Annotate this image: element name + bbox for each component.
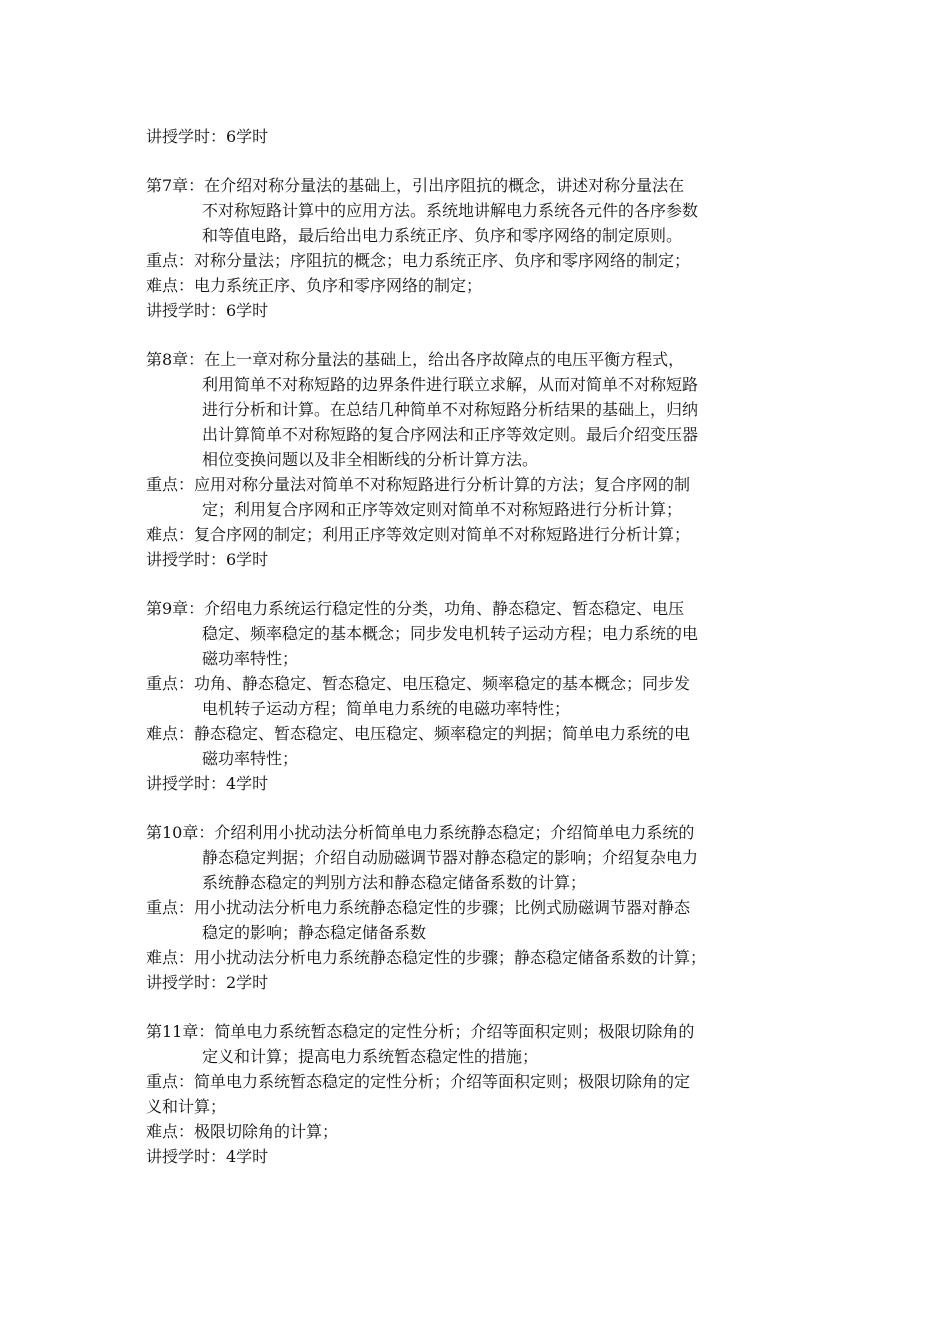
chapter-8-section [146, 347, 811, 572]
chapter-8-intro-line-4: 出计算简单不对称短路的复合序网法和正序等效定则。最后介绍变压器 [202, 425, 699, 444]
chapter-11-section [146, 1019, 811, 1169]
chapter-9-hours: 讲授学时：4学时 [146, 774, 269, 793]
chapter-11-difficulties: 难点：极限切除角的计算； [146, 1122, 339, 1141]
chapter-9-intro-line-1: 第9章：介绍电力系统运行稳定性的分类，功角、静态稳定、暂态稳定、电压 [146, 599, 685, 618]
chapter-7-intro-line-2: 不对称短路计算中的应用方法。系统地讲解电力系统各元件的各序参数 [202, 201, 699, 220]
chapter-8-intro-line-2: 利用简单不对称短路的边界条件进行联立求解，从而对简单不对称短路 [202, 375, 699, 394]
chapter-7-hours: 讲授学时：6学时 [146, 301, 269, 320]
chapter-7-section [146, 173, 811, 323]
lecture-hours-top: 讲授学时：6学时 [146, 127, 269, 146]
chapter-11-key-line-2: 义和计算； [146, 1097, 227, 1116]
chapter-8-hours: 讲授学时：6学时 [146, 550, 269, 569]
chapter-11-intro-line-1: 第11章：简单电力系统暂态稳定的定性分析；介绍等面积定则；极限切除角的 [146, 1022, 695, 1041]
chapter-11-key-line-1: 重点：简单电力系统暂态稳定的定性分析；介绍等面积定则；极限切除角的定 [146, 1072, 691, 1091]
chapter-10-key-line-1: 重点：用小扰动法分析电力系统静态稳定性的步骤；比例式励磁调节器对静态 [146, 898, 691, 917]
chapter-7-difficulties: 难点：电力系统正序、负序和零序网络的制定； [146, 276, 483, 295]
chapter-8-difficulties: 难点：复合序网的制定；利用正序等效定则对简单不对称短路进行分析计算； [146, 525, 691, 544]
chapter-9-key-line-2: 电机转子运动方程；简单电力系统的电磁功率特性； [202, 699, 571, 718]
section-gap [146, 572, 811, 596]
chapter-8-key-line-2: 定；利用复合序网和正序等效定则对简单不对称短路进行分析计算； [202, 500, 683, 519]
chapter-7-intro-line-1: 第7章：在介绍对称分量法的基础上，引出序阻抗的概念，讲述对称分量法在 [146, 176, 685, 195]
chapter-9-difficulty-line-2: 磁功率特性； [202, 749, 299, 768]
chapter-11-hours: 讲授学时：4学时 [146, 1147, 269, 1166]
section-gap [146, 796, 811, 820]
chapter-9-intro-line-2: 稳定、频率稳定的基本概念；同步发电机转子运动方程；电力系统的电 [202, 624, 699, 643]
chapter-8-intro-line-3: 进行分析和计算。在总结几种简单不对称短路分析结果的基础上，归纳 [202, 400, 699, 419]
chapter-8-intro-line-1: 第8章：在上一章对称分量法的基础上，给出各序故障点的电压平衡方程式， [146, 350, 685, 369]
chapter-7-key-points: 重点：对称分量法；序阻抗的概念；电力系统正序、负序和零序网络的制定； [146, 251, 691, 270]
chapter-9-intro-line-3: 磁功率特性； [202, 649, 299, 668]
document-body [146, 124, 811, 1169]
section-gap [146, 149, 811, 173]
chapter-9-key-line-1: 重点：功角、静态稳定、暂态稳定、电压稳定、频率稳定的基本概念；同步发 [146, 674, 691, 693]
chapter-7-intro-line-3: 和等值电路，最后给出电力系统正序、负序和零序网络的制定原则。 [202, 226, 683, 245]
chapter-8-intro-line-5: 相位变换问题以及非全相断线的分析计算方法。 [202, 450, 539, 469]
chapter-9-difficulty-line-1: 难点：静态稳定、暂态稳定、电压稳定、频率稳定的判据；简单电力系统的电 [146, 724, 691, 743]
chapter-10-intro-line-2: 静态稳定判据；介绍自动励磁调节器对静态稳定的影响；介绍复杂电力 [202, 848, 699, 867]
chapter-8-key-line-1: 重点：应用对称分量法对简单不对称短路进行分析计算的方法；复合序网的制 [146, 475, 691, 494]
chapter-10-key-line-2: 稳定的影响；静态稳定储备系数 [202, 923, 427, 942]
chapter-10-difficulties: 难点：用小扰动法分析电力系统静态稳定性的步骤；静态稳定储备系数的计算； [146, 948, 707, 967]
chapter-10-intro-line-3: 系统静态稳定的判别方法和静态稳定储备系数的计算； [202, 873, 587, 892]
chapter-9-section [146, 596, 811, 796]
chapter-10-section [146, 820, 811, 995]
chapter-10-hours: 讲授学时：2学时 [146, 973, 269, 992]
section-gap [146, 323, 811, 347]
chapter-11-intro-line-2: 定义和计算；提高电力系统暂态稳定性的措施； [202, 1047, 539, 1066]
chapter-10-intro-line-1: 第10章：介绍利用小扰动法分析简单电力系统静态稳定；介绍简单电力系统的 [146, 823, 695, 842]
section-gap [146, 995, 811, 1019]
